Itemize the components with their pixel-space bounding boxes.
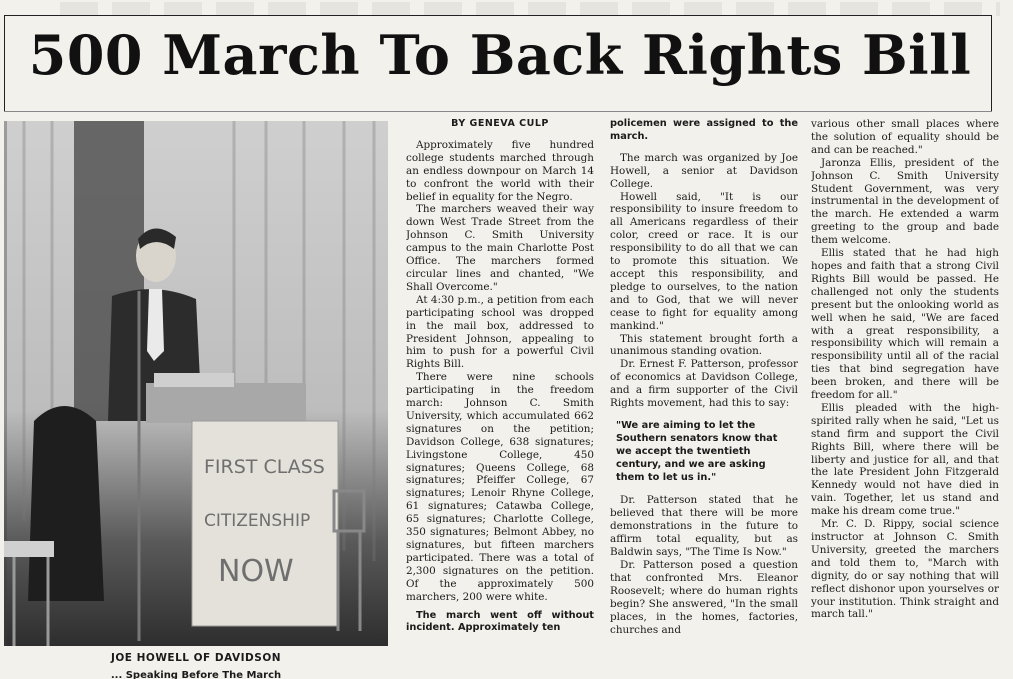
paragraph-bold: The march went off without incident. Approximately ten: [406, 609, 594, 634]
sign-line-3: NOW: [218, 554, 294, 589]
photo-illustration: [4, 121, 388, 646]
paragraph: Howell said, "It is our responsibility to insure freedom to all Americans regardless of their color, creed or race. It is our responsibility to do all that we can to promote this situation. We accept this responsibility, and pledge to ourselves, to the nation and to God, that we will never cease to fight for equality among mankind.": [610, 190, 798, 332]
news-photo: [4, 121, 388, 646]
paragraph: There were nine schools participating in the freedom march: Johnson C. Smith University, which accumulated 662 signatures on the petition; Davidson College, 638 signatures; Livingstone College, 450 signatures; Queens College, 68 signatures; Pfeiffer College, 67 signatures; Lenoir Rhyne College, 61 signatures; Catawba College, 65 signatures; Charlotte College, 350 signatures; Belmont Abbey, no signatures, but fifteen marchers participated. There was a total of 2,300 signatures on the petition. Of the approximately 500 marchers, 200 were white.: [406, 371, 594, 603]
byline: BY GENEVA CULP: [451, 118, 549, 129]
paragraph: Approximately five hundred college students marched through an endless downpour on March 14 to confront the world with their belief in equality for the Negro.: [406, 138, 594, 203]
article-column-3: [811, 118, 999, 678]
paragraph: This statement brought forth a unanimous standing ovation.: [610, 332, 798, 358]
paragraph: Ellis stated that he had high hopes and faith that a strong Civil Rights Bill would be passed. He challenged not only the students present but the onlooking world as well when he said, "We are faced with a great responsibility, a responsibility which will remain a responsibility until all of the racial ties that bind segregation have been broken, and there will be freedom for all.": [811, 247, 999, 402]
paragraph: The marchers weaved their way down West Trade Street from the Johnson C. Smith University campus to the main Charlotte Post Office. The marchers formed circular lines and chanted, "We Shall Overcome.": [406, 203, 594, 293]
paragraph: Jaronza Ellis, president of the Johnson C. Smith University Student Government, was very instrumental in the development of the march. He extended a warm greeting to the group and bade them welcome.: [811, 156, 999, 247]
paragraph: various other small places where the solution of equality should be and can be reached.": [811, 118, 999, 156]
paragraph: At 4:30 p.m., a petition from each participating school was dropped in the mail box, addressed to President Johnson, appealing to him to push for a powerful Civil Rights Bill.: [406, 293, 594, 371]
pull-quote: "We are aiming to let the Southern senators know that we accept the twentieth century, and we are asking them to let us in.": [616, 419, 778, 483]
paragraph: Dr. Patterson posed a question that confronted Mrs. Eleanor Roosevelt; where do human rights begin? She answered, "In the small places, in the homes, factories, churches and: [610, 559, 798, 636]
paragraph: The march was organized by Joe Howell, a senior at Davidson College.: [610, 151, 798, 190]
sign-line-1: FIRST CLASS: [204, 456, 325, 478]
sign-line-2: CITIZENSHIP: [204, 511, 311, 531]
article-column-1: [406, 118, 594, 678]
paragraph-bold: policemen were assigned to the march.: [610, 118, 798, 142]
article-column-2: [610, 118, 798, 678]
paragraph: Dr. Patterson stated that he believed that there will be more demonstrations in the future to affirm total equality, but as Baldwin says, "The Time Is Now.": [610, 494, 798, 559]
paragraph: Mr. C. D. Rippy, social science instructor at Johnson C. Smith University, greeted the marchers and told them to, "March with dignity, do or say nothing that will reflect dishonor upon yourselves or your institution. Think straight and march tall.": [811, 518, 999, 621]
photo-caption-title: JOE HOWELL OF DAVIDSON: [110, 652, 282, 664]
headline-rule: [4, 111, 992, 112]
photo-caption-subtitle: ... Speaking Before The March: [110, 670, 282, 679]
paragraph: Dr. Ernest F. Patterson, professor of economics at Davidson College, and a firm supporter of the Civil Rights movement, had this to say:: [610, 358, 798, 410]
headline: 500 March To Back Rights Bill: [28, 23, 972, 87]
paragraph: Ellis pleaded with the high-spirited rally when he said, "Let us stand firm and support the Civil Rights Bill, where there will be liberty and justice for all, and that the late President John Fitzgerald Kennedy would not have died in vain. Together, let us stand and make his dream come true.": [811, 401, 999, 518]
bleed-through-text: [60, 2, 1000, 16]
